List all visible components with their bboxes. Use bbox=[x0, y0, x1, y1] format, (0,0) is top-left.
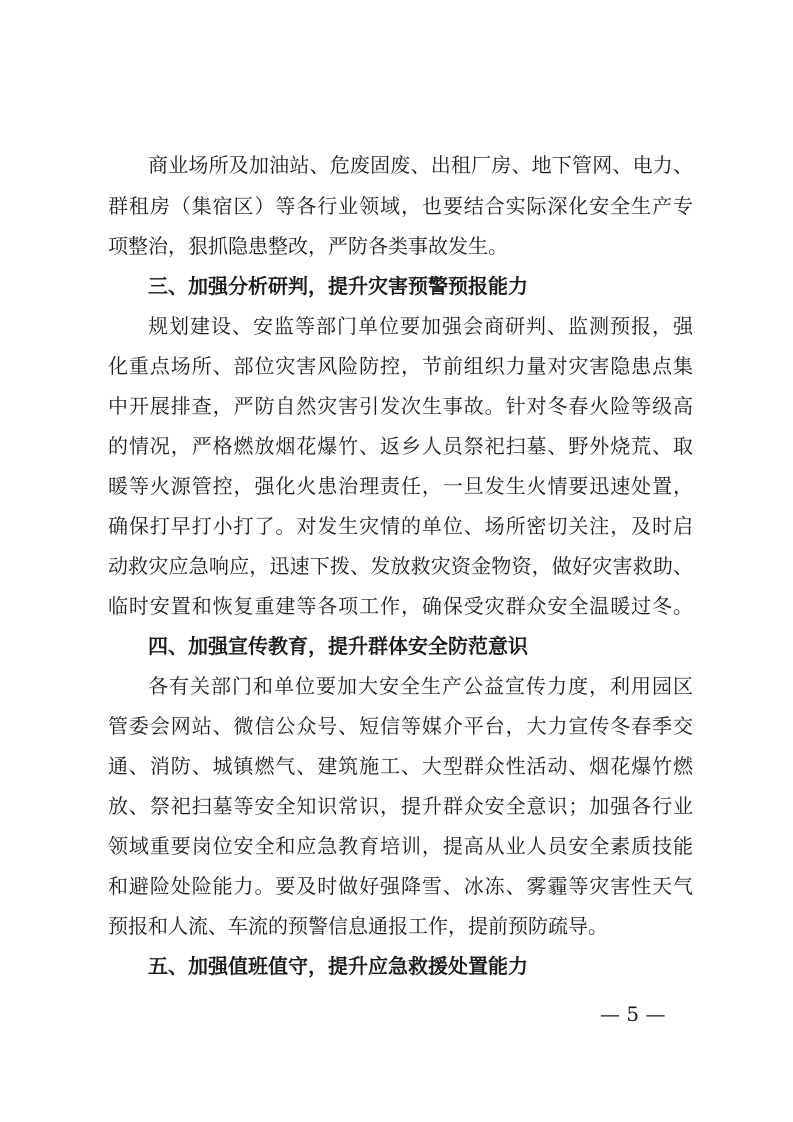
section-heading: 三、加强分析研判，提升灾害预警预报能力 bbox=[148, 274, 528, 298]
body-line: 确保打早打小打了。对发生灾情的单位、场所密切关注，及时启 bbox=[108, 514, 693, 538]
body-line: 规划建设、安监等部门单位要加强会商研判、监测预报，强 bbox=[148, 314, 693, 338]
body-line: 领域重要岗位安全和应急教育培训，提高从业人员安全素质技能 bbox=[108, 834, 693, 858]
body-line: 中开展排查，严防自然灾害引发次生事故。针对冬春火险等级高 bbox=[108, 394, 693, 418]
body-line: 化重点场所、部位灾害风险防控，节前组织力量对灾害隐患点集 bbox=[108, 354, 693, 378]
body-line: 临时安置和恢复重建等各项工作，确保受灾群众安全温暖过冬。 bbox=[108, 594, 693, 618]
body-line: 商业场所及加油站、危废固废、出租厂房、地下管网、电力、 bbox=[148, 153, 693, 177]
body-line: 管委会网站、微信公众号、短信等媒介平台，大力宣传冬春季交 bbox=[108, 714, 693, 738]
section-heading: 四、加强宣传教育，提升群体安全防范意识 bbox=[148, 634, 528, 658]
body-line: 的情况，严格燃放烟花爆竹、返乡人员祭祀扫墓、野外烧荒、取 bbox=[108, 434, 693, 458]
body-line: 项整治，狠抓隐患整改，严防各类事故发生。 bbox=[108, 234, 508, 258]
body-line: 放、祭祀扫墓等安全知识常识，提升群众安全意识；加强各行业 bbox=[108, 794, 693, 818]
body-line: 各有关部门和单位要加大安全生产公益宣传力度，利用园区 bbox=[148, 674, 693, 698]
body-line: 预报和人流、车流的预警信息通报工作，提前预防疏导。 bbox=[108, 914, 608, 938]
body-line: 通、消防、城镇燃气、建筑施工、大型群众性活动、烟花爆竹燃 bbox=[108, 754, 693, 778]
body-line: 群租房（集宿区）等各行业领域，也要结合实际深化安全生产专 bbox=[108, 194, 693, 218]
section-heading: 五、加强值班值守，提升应急救援处置能力 bbox=[148, 954, 528, 978]
body-line: 动救灾应急响应，迅速下拨、发放救灾资金物资，做好灾害救助、 bbox=[108, 554, 693, 578]
body-line: 和避险处险能力。要及时做好强降雪、冰冻、雾霾等灾害性天气 bbox=[108, 874, 693, 898]
body-line: 暖等火源管控，强化火患治理责任，一旦发生火情要迅速处置， bbox=[108, 474, 693, 498]
page-number: — 5 — bbox=[600, 1002, 666, 1026]
